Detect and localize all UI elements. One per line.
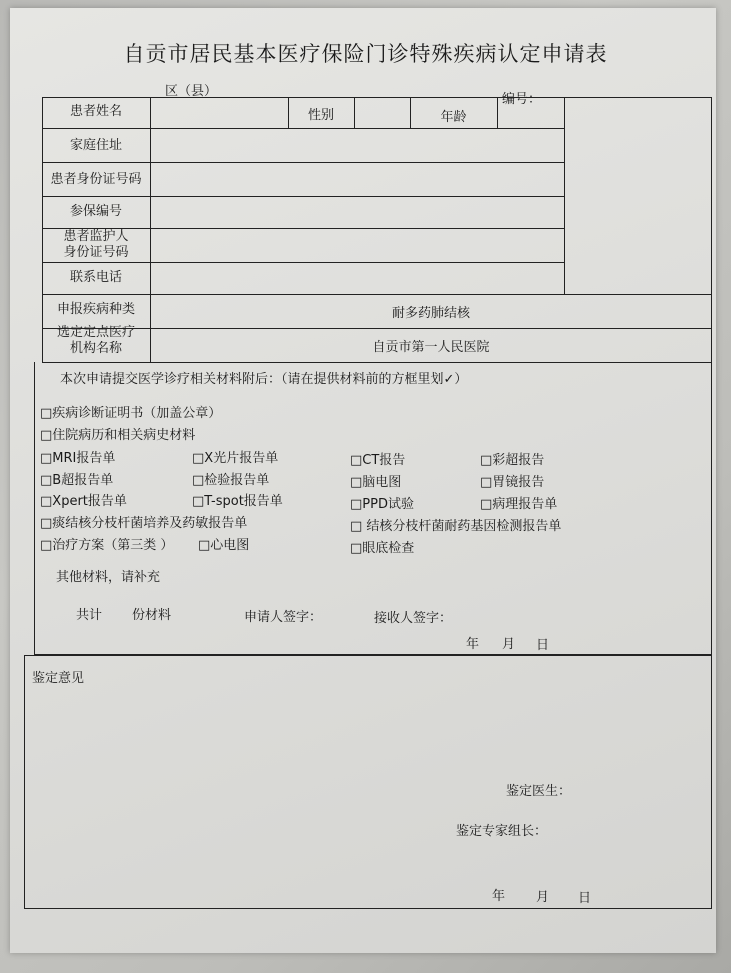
disease-type-value: 耐多药肺结核 — [391, 306, 470, 321]
checkbox-gastroscopy[interactable]: □胃镜报告 — [480, 475, 545, 490]
submission-date-year: 年 — [466, 637, 480, 652]
checkbox-b-ultrasound[interactable]: □B超报告单 — [40, 473, 114, 488]
patient-id-label: 患者身份证号码 — [50, 172, 142, 187]
home-address-label: 家庭住址 — [69, 138, 122, 153]
disease-type-label: 申报疾病种类 — [56, 302, 135, 317]
materials-intro: 本次申请提交医学诊疗相关材料附后：（请在提供材料前的方框里划✓） — [60, 372, 468, 387]
checkbox-eeg[interactable]: □脑电图 — [350, 475, 402, 490]
appraisal-date-day: 日 — [578, 891, 592, 906]
guardian-id-label-line1: 患者监护人 — [63, 229, 129, 244]
institution-label-line2: 机构名称 — [69, 341, 122, 356]
patient-name-label: 患者姓名 — [69, 104, 122, 119]
checkbox-lab-test[interactable]: □检验报告单 — [192, 473, 270, 488]
checkbox-xpert[interactable]: □Xpert报告单 — [40, 494, 127, 509]
gender-label: 性别 — [307, 108, 334, 123]
checkbox-pathology[interactable]: □病理报告单 — [480, 497, 558, 512]
guardian-id-label-line2: 身份证号码 — [63, 245, 129, 260]
insurance-number-label: 参保编号 — [69, 204, 122, 219]
form-title: 自贡市居民基本医疗保险门诊特殊疾病认定申请表 — [123, 42, 608, 66]
appraisal-doctor-label: 鉴定医生： — [506, 784, 572, 799]
checkbox-diagnosis-certificate[interactable]: □疾病诊断证明书（加盖公章） — [40, 406, 222, 421]
checkbox-ppd[interactable]: □PPD试验 — [350, 497, 414, 512]
checkbox-xray[interactable]: □X光片报告单 — [192, 451, 279, 466]
institution-value: 自贡市第一人民医院 — [372, 340, 490, 355]
contact-phone-label: 联系电话 — [69, 270, 122, 285]
appraisal-opinion-label: 鉴定意见 — [32, 671, 85, 686]
checkbox-sputum-culture[interactable]: □痰结核分枝杆菌培养及药敏报告单 — [40, 516, 248, 531]
number-label: 编号： — [502, 92, 542, 107]
checkbox-treatment-plan[interactable]: □治疗方案（第三类 ） — [40, 538, 174, 553]
checkbox-hospital-record[interactable]: □住院病历和相关病史材料 — [40, 428, 196, 443]
checkbox-ecg[interactable]: □心电图 — [198, 538, 250, 553]
checkbox-color-ultrasound[interactable]: □彩超报告 — [480, 453, 545, 468]
institution-label-line1: 选定定点医疗 — [56, 325, 135, 340]
total-label: 共计 — [76, 608, 103, 623]
appraisal-date-year: 年 — [492, 889, 506, 904]
submission-date-day: 日 — [536, 638, 550, 653]
applicant-signature-label: 申请人签字： — [244, 610, 323, 625]
appraisal-section — [24, 655, 712, 909]
checkbox-fundus[interactable]: □眼底检查 — [350, 541, 415, 556]
appraisal-date-month: 月 — [536, 890, 550, 905]
district-label: 区（县） — [165, 84, 218, 99]
checkbox-resistance-gene[interactable]: □ 结核分枝杆菌耐药基因检测报告单 — [350, 519, 562, 534]
receiver-signature-label: 接收人签字： — [374, 611, 453, 626]
submission-date-month: 月 — [502, 637, 516, 652]
age-label: 年龄 — [440, 110, 467, 125]
copies-label: 份材料 — [132, 608, 172, 623]
checkbox-ct[interactable]: □CT报告 — [350, 453, 406, 468]
checkbox-tspot[interactable]: □T-spot报告单 — [192, 494, 283, 509]
other-materials-label: 其他材料，请补充 — [56, 570, 161, 585]
expert-leader-label: 鉴定专家组长： — [456, 824, 548, 839]
checkbox-mri[interactable]: □MRI报告单 — [40, 451, 116, 466]
